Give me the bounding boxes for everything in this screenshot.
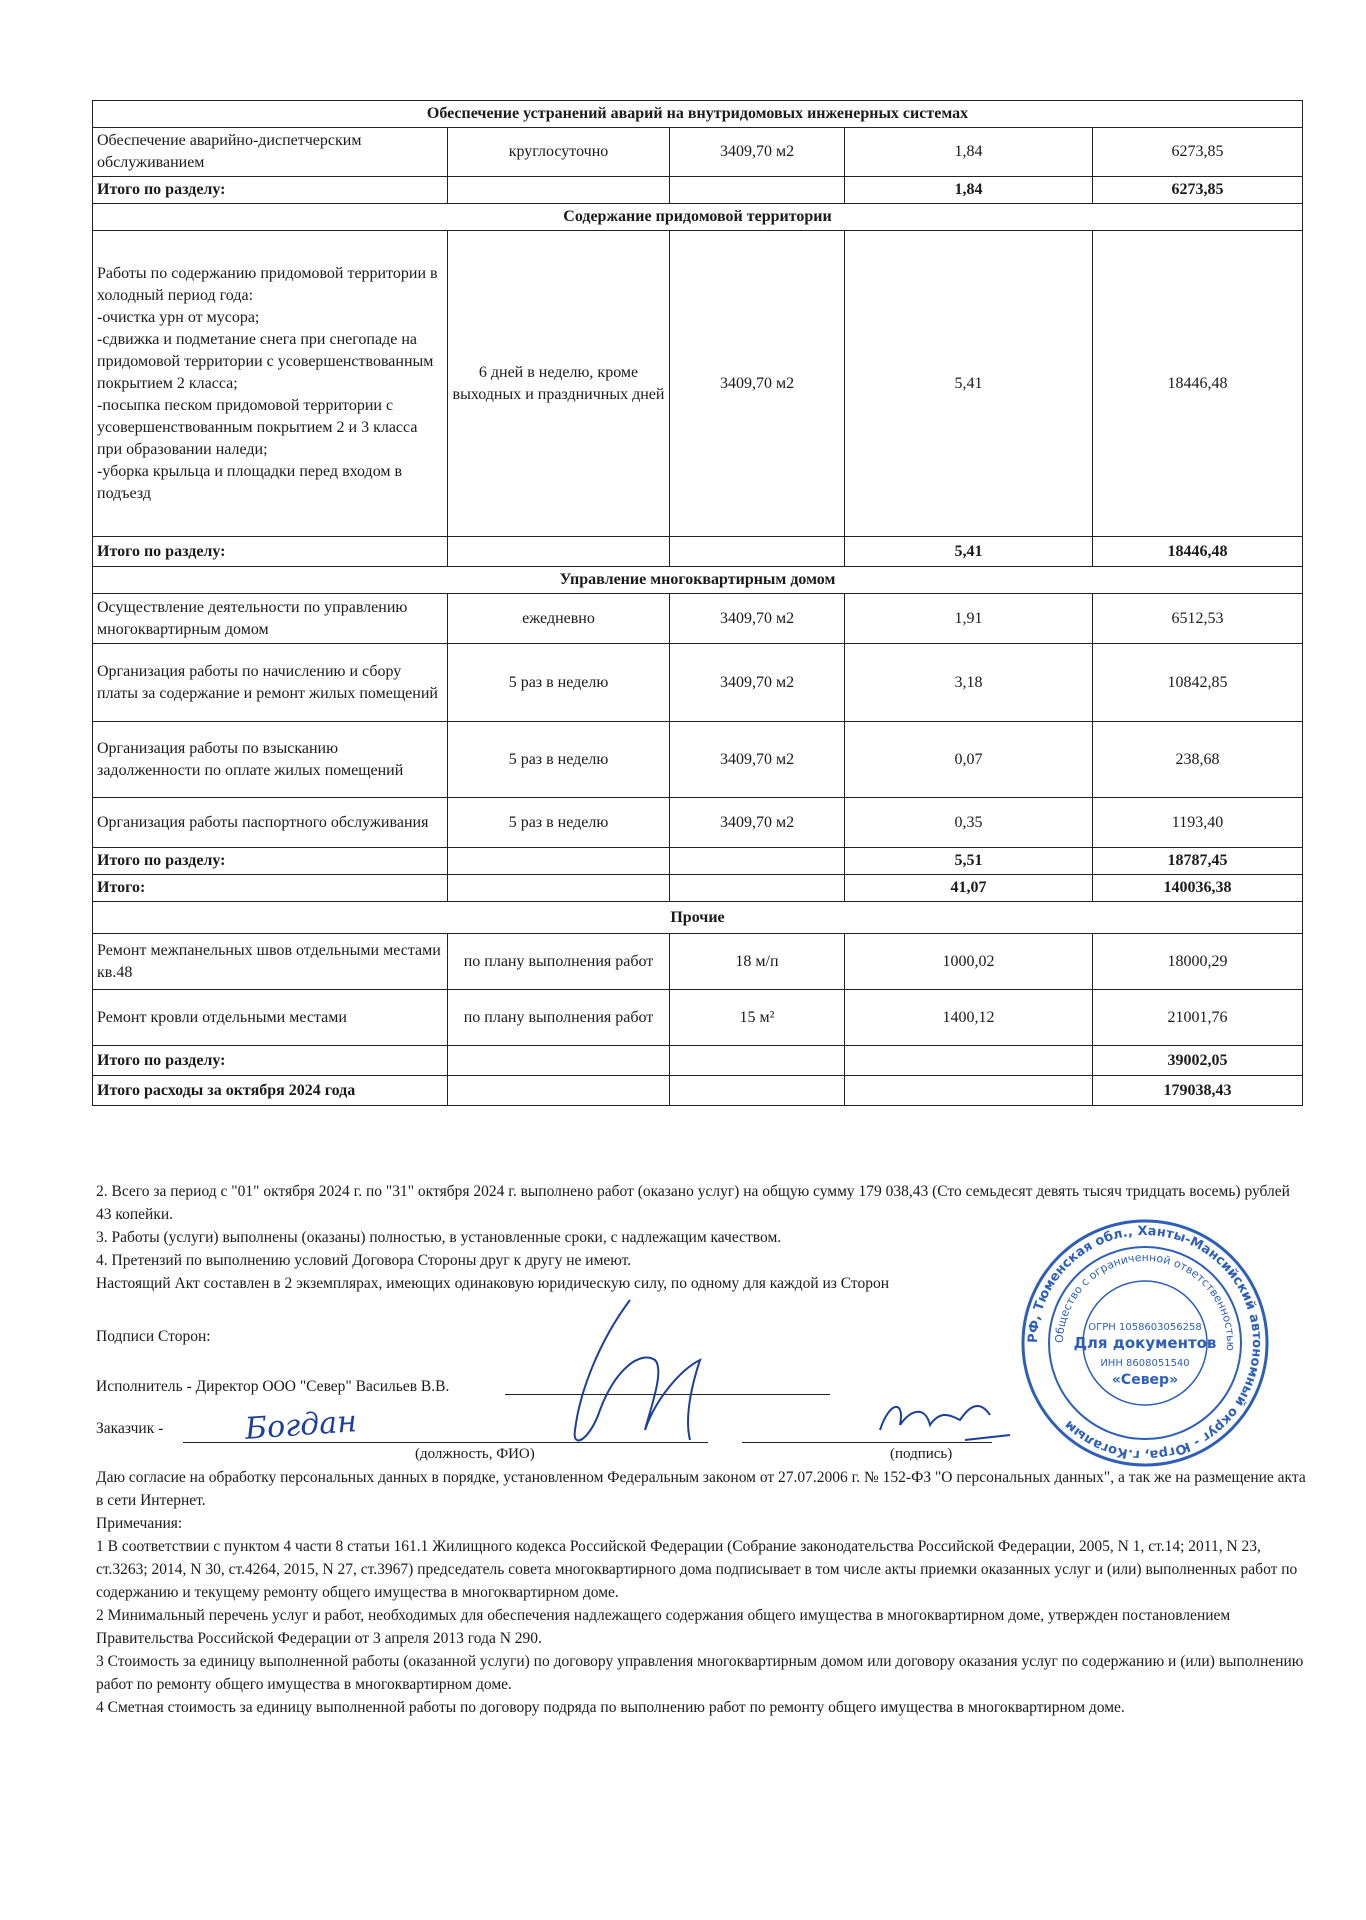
table-row xyxy=(93,644,1303,722)
service-area: 15 м² xyxy=(670,990,845,1046)
total-rate: 5,51 xyxy=(845,848,1093,875)
service-frequency: 5 раз в неделю xyxy=(448,644,670,722)
service-sum: 6273,85 xyxy=(1093,128,1303,177)
service-area: 3409,70 м2 xyxy=(670,594,845,644)
service-name: Работы по содержанию придомовой территории в холодный период года: -очистка урн от мусора; -сдвижка и подметание снега при снегопаде на придомовой территории с усовершенствованным покрытием 2 класса; -посыпка песком придомовой территории с усовершенствованным покрытием 2 и 3 класса при образовании наледи; -уборка крыльца и площадки перед входом в подъезд xyxy=(93,231,448,537)
section-header xyxy=(93,204,1303,231)
section-header xyxy=(93,101,1303,128)
paragraph-quality: 3. Работы (услуги) выполнены (оказаны) полностью, в установленные сроки, с надлежащим качеством. xyxy=(96,1229,782,1246)
service-name: Ремонт межпанельных швов отдельными местами кв.48 xyxy=(93,934,448,990)
service-frequency: 5 раз в неделю xyxy=(448,722,670,798)
service-rate: 1400,12 xyxy=(845,990,1093,1046)
section-title: Обеспечение устранений аварий на внутридомовых инженерных системах xyxy=(93,101,1303,128)
service-rate: 0,35 xyxy=(845,798,1093,848)
table-row xyxy=(93,722,1303,798)
service-frequency: 6 дней в неделю, кроме выходных и праздничных дней xyxy=(448,231,670,537)
total-sum: 18787,45 xyxy=(1093,848,1303,875)
service-sum: 18446,48 xyxy=(1093,231,1303,537)
stamp-ogrn: ОГРН 1058603056258 xyxy=(1088,1322,1202,1333)
organization-stamp xyxy=(1020,1218,1270,1468)
service-frequency: 5 раз в неделю xyxy=(448,798,670,848)
service-sum: 6512,53 xyxy=(1093,594,1303,644)
service-sum: 1193,40 xyxy=(1093,798,1303,848)
total-sum: 18446,48 xyxy=(1093,537,1303,567)
section-header xyxy=(93,902,1303,934)
service-area: 3409,70 м2 xyxy=(670,128,845,177)
service-area: 3409,70 м2 xyxy=(670,231,845,537)
service-area: 18 м/п xyxy=(670,934,845,990)
service-name: Ремонт кровли отдельными местами xyxy=(93,990,448,1046)
table-row xyxy=(93,128,1303,177)
service-sum: 21001,76 xyxy=(1093,990,1303,1046)
table-row xyxy=(93,594,1303,644)
grand-total-rate: 41,07 xyxy=(845,875,1093,902)
service-name: Осуществление деятельности по управлению многоквартирным домом xyxy=(93,594,448,644)
service-frequency: ежедневно xyxy=(448,594,670,644)
total-label: Итого по разделу: xyxy=(93,1046,448,1076)
total-label: Итого по разделу: xyxy=(93,848,448,875)
section-total-row xyxy=(93,1046,1303,1076)
customer-handwritten-name: Богдан xyxy=(243,1404,359,1447)
service-rate: 0,07 xyxy=(845,722,1093,798)
table-row xyxy=(93,934,1303,990)
grand-total-row xyxy=(93,875,1303,902)
service-rate: 3,18 xyxy=(845,644,1093,722)
note-item: 4 Сметная стоимость за единицу выполненной работы по договору подряда по выполнению работ по ремонту общего имущества в многоквартирном доме. xyxy=(96,1699,1125,1716)
final-total-label: Итого расходы за октября 2024 года xyxy=(93,1076,448,1106)
note-item: 1 В соответствии с пунктом 4 части 8 статьи 161.1 Жилищного кодекса Российской Федерации (Собрание законодательства Российской Федерации, 2005, N 1, ст.14; 2011, N 23, ст.3263; 2014, N 30, ст.4264, 2015, N 27, ст.3967) председатель совета многоквартирного дома подписывает в том числе акты приемки оказанных услуг и (или) выполненных работ по содержанию и текущему ремонту общего имущества в многоквартирном доме. xyxy=(96,1538,1298,1601)
service-name: Обеспечение аварийно-диспетчерским обслуживанием xyxy=(93,128,448,177)
final-total-row xyxy=(93,1076,1303,1106)
grand-total-label: Итого: xyxy=(93,875,448,902)
total-rate: 5,41 xyxy=(845,537,1093,567)
paragraph-no-claims: 4. Претензий по выполнению условий Договора Стороны друг к другу не имеют. xyxy=(96,1252,632,1269)
customer-label: Заказчик - xyxy=(96,1420,164,1437)
stamp-name: «Север» xyxy=(1111,1372,1179,1388)
grand-total-sum: 140036,38 xyxy=(1093,875,1303,902)
position-caption: (должность, ФИО) xyxy=(415,1446,535,1462)
paragraph-copies: Настоящий Акт составлен в 2 экземплярах, имеющих одинаковую юридическую силу, по одному для каждой из Сторон xyxy=(96,1275,890,1292)
executor-signature xyxy=(560,1290,730,1465)
total-sum: 6273,85 xyxy=(1093,177,1303,204)
service-rate: 1,84 xyxy=(845,128,1093,177)
note-item: 2 Минимальный перечень услуг и работ, необходимых для обеспечения надлежащего содержания общего имущества в многоквартирном доме, утвержден постановлением Правительства Российской Федерации от 3 апреля 2013 года N 290. xyxy=(96,1607,1231,1647)
signatures-heading: Подписи Сторон: xyxy=(96,1328,211,1345)
table-row xyxy=(93,798,1303,848)
service-rate: 1000,02 xyxy=(845,934,1093,990)
service-area: 3409,70 м2 xyxy=(670,798,845,848)
total-label: Итого по разделу: xyxy=(93,177,448,204)
final-total-sum: 179038,43 xyxy=(1093,1076,1303,1106)
customer-signature xyxy=(870,1390,1020,1450)
note-item: 3 Стоимость за единицу выполненной работы (оказанной услуги) по договору управления многоквартирным домом или договору оказания услуг по содержанию и (или) выполнению работ по ремонту общего имущества в многоквартирном доме. xyxy=(96,1653,1304,1693)
service-area: 3409,70 м2 xyxy=(670,644,845,722)
service-frequency: по плану выполнения работ xyxy=(448,934,670,990)
total-rate: 1,84 xyxy=(845,177,1093,204)
consent-text: Даю согласие на обработку персональных данных в порядке, установленном Федеральным законом от 27.07.2006 г. № 152-ФЗ "О персональных данных", а так же на размещение акта в сети Интернет. xyxy=(96,1469,1306,1509)
table-row xyxy=(93,990,1303,1046)
section-title: Прочие xyxy=(93,902,1303,934)
total-label: Итого по разделу: xyxy=(93,537,448,567)
services-table xyxy=(92,100,1303,1106)
table-row xyxy=(93,231,1303,537)
section-total-row xyxy=(93,537,1303,567)
stamp-ring-text: РФ, Тюменская обл., Ханты-Мансийский автономный округ - Югра, г.Когалым xyxy=(1025,1223,1265,1463)
service-name: Организация работы по взысканию задолженности по оплате жилых помещений xyxy=(93,722,448,798)
service-frequency: по плану выполнения работ xyxy=(448,990,670,1046)
total-sum: 39002,05 xyxy=(1093,1046,1303,1076)
service-sum: 18000,29 xyxy=(1093,934,1303,990)
notes-heading: Примечания: xyxy=(96,1515,183,1532)
service-rate: 5,41 xyxy=(845,231,1093,537)
service-frequency: круглосуточно xyxy=(448,128,670,177)
section-header xyxy=(93,567,1303,594)
executor-label: Исполнитель - Директор ООО "Север" Васильев В.В. xyxy=(96,1378,450,1395)
service-sum: 238,68 xyxy=(1093,722,1303,798)
stamp-center-text: Для документов xyxy=(1073,1334,1217,1352)
service-name: Организация работы по начислению и сбору платы за содержание и ремонт жилых помещений xyxy=(93,644,448,722)
section-total-row xyxy=(93,177,1303,204)
service-sum: 10842,85 xyxy=(1093,644,1303,722)
stamp-org-text: Общество с ограниченной ответственностью xyxy=(1052,1250,1238,1352)
service-rate: 1,91 xyxy=(845,594,1093,644)
consent-block xyxy=(96,1466,1306,1719)
paragraph-total-amount: 2. Всего за период с "01" октября 2024 г. по "31" октября 2024 г. выполнено работ (оказано услуг) на общую сумму 179 038,43 (Сто семьдесят девять тысяч тридцать восемь) рублей 43 копейки. xyxy=(96,1183,1290,1223)
service-area: 3409,70 м2 xyxy=(670,722,845,798)
signature-caption: (подпись) xyxy=(890,1446,953,1462)
service-name: Организация работы паспортного обслуживания xyxy=(93,798,448,848)
stamp-inn: ИНН 8608051540 xyxy=(1100,1358,1190,1369)
section-title: Управление многоквартирным домом xyxy=(93,567,1303,594)
section-total-row xyxy=(93,848,1303,875)
section-title: Содержание придомовой территории xyxy=(93,204,1303,231)
